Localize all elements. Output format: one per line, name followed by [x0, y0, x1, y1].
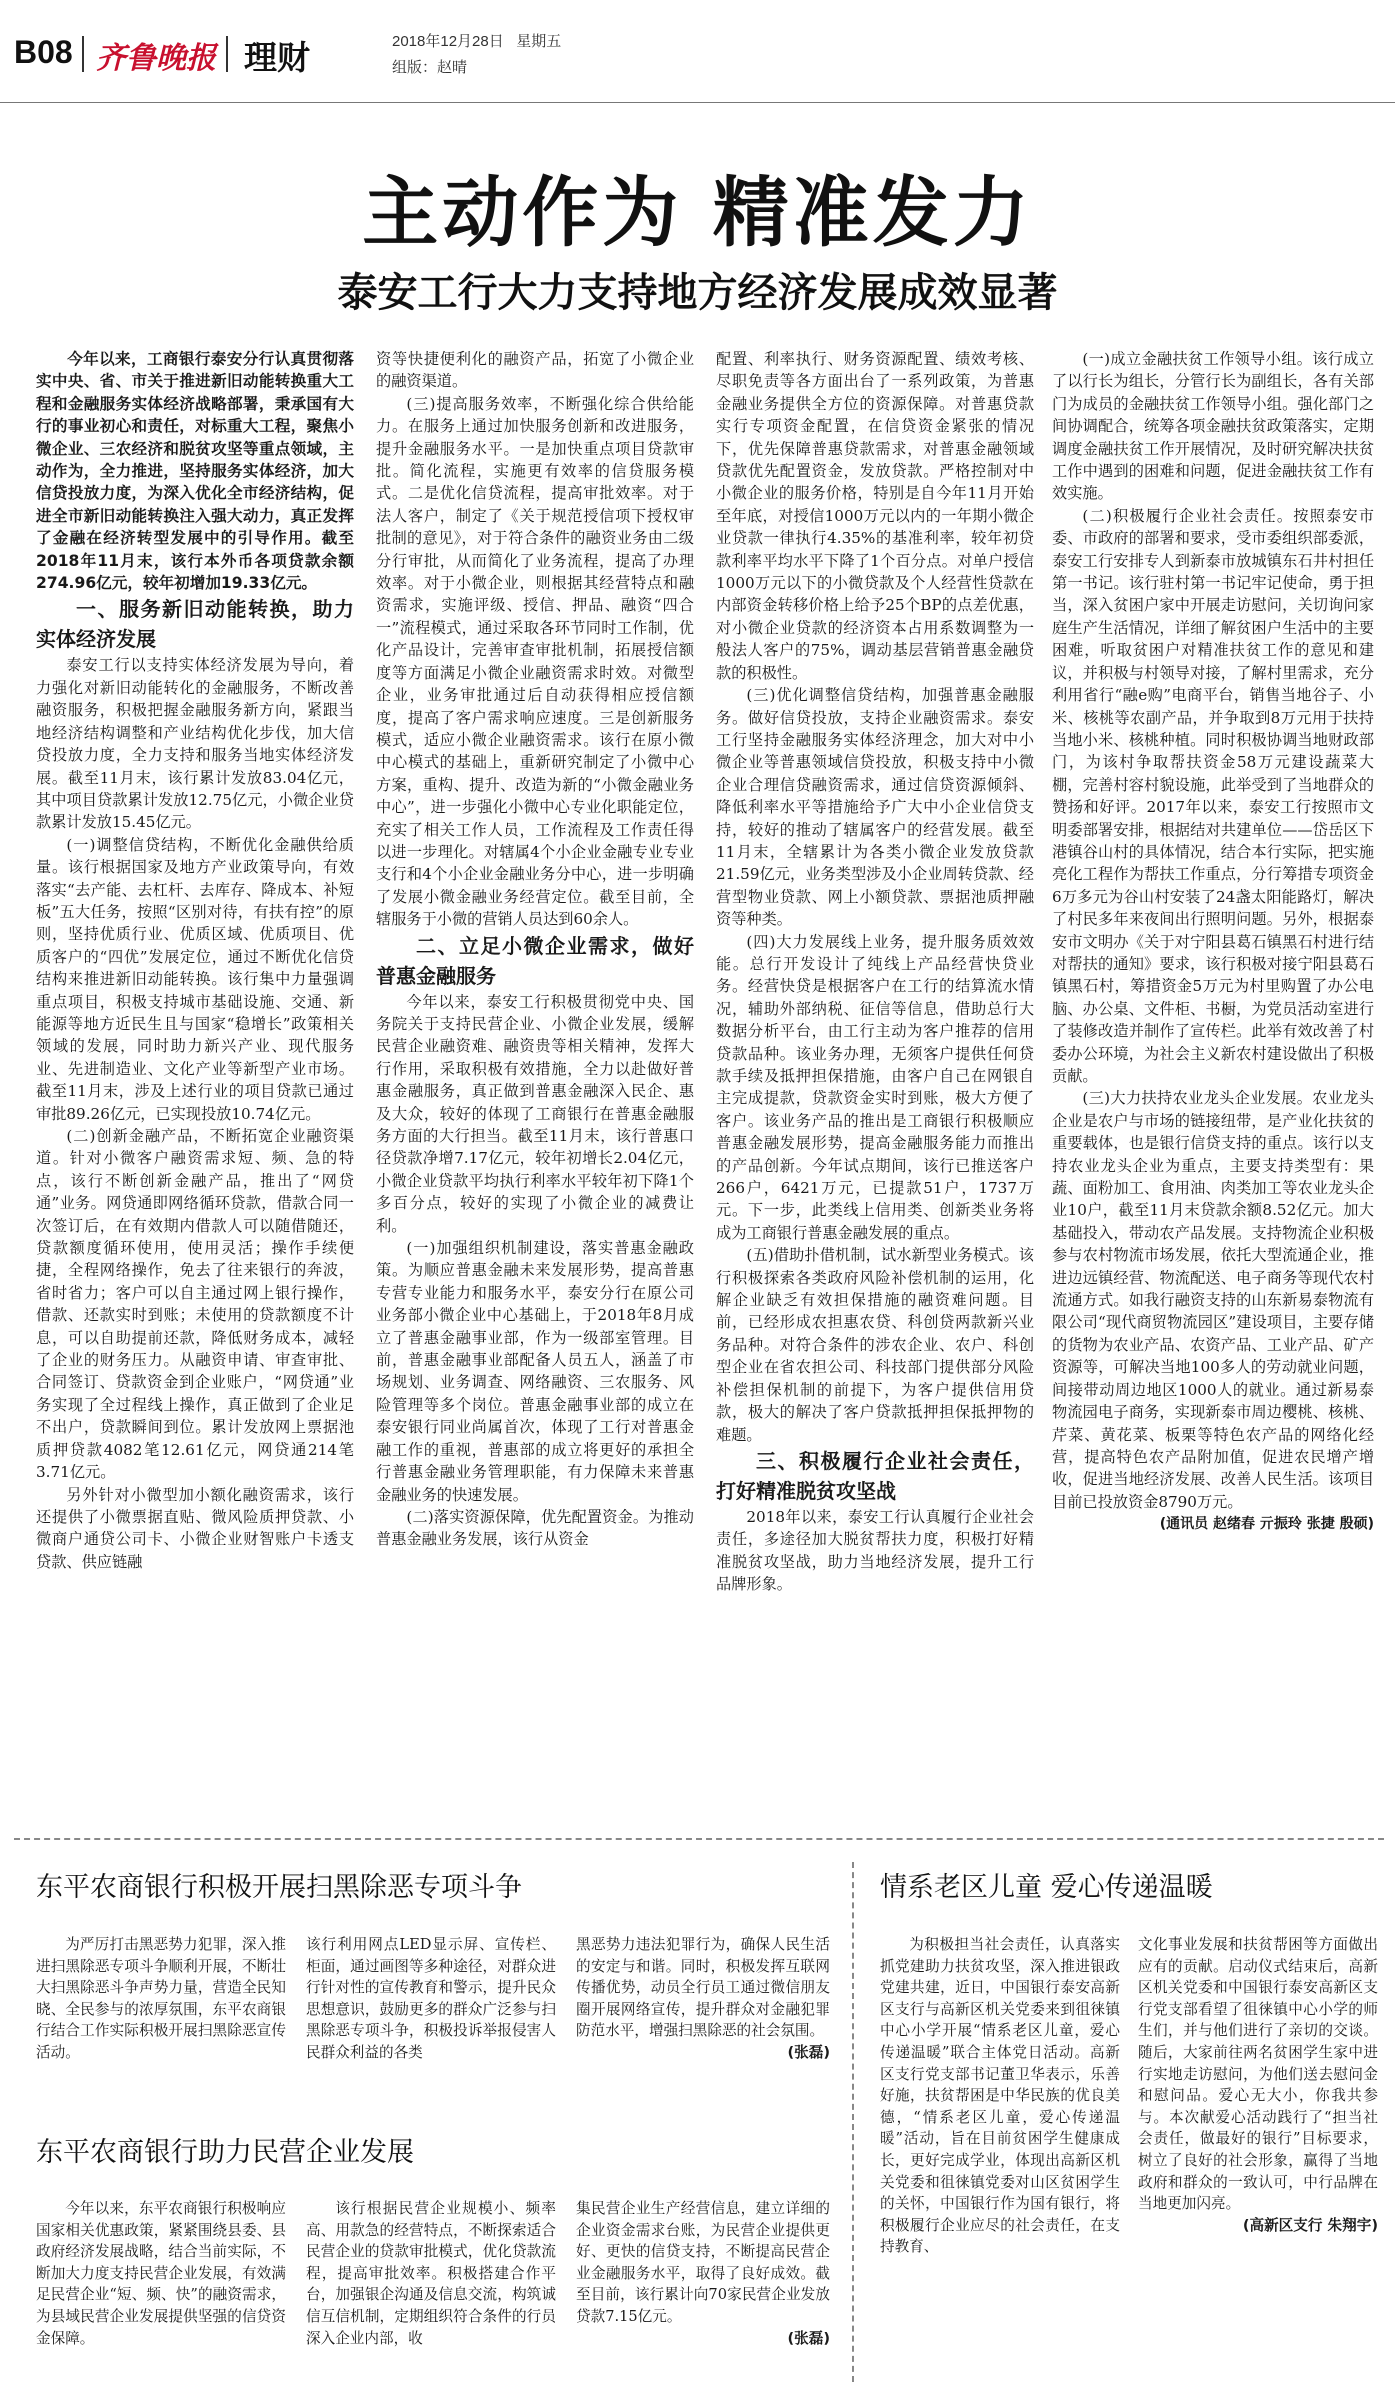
issue-date: 2018年12月28日	[392, 33, 504, 50]
article-paragraph: 文化事业发展和扶贫帮困等方面做出应有的贡献。启动仪式结束后，高新区机关党委和中国银行泰安高新区支行党支部看望了徂徕镇中心小学的师生们，并与他们进行了亲切的交谈。随后，大家前往两名贫困学生家中进行实地走访慰问，为他们送去慰问金和慰问品。爱心无大小，你我共参与。本次献爱心活动践行了“担当社会责任，做最好的银行”目标要求，树立了良好的社会形象，赢得了当地政府和群众的一致认可，中行品牌在当地更加闪亮。	[1138, 1936, 1378, 2213]
main-headline: 主动作为 精准发力	[362, 168, 1033, 257]
article-column-1	[36, 348, 354, 1768]
section-divider	[14, 1838, 1384, 1840]
article-paragraph: 另外针对小微型加小额化融资需求，该行还提供了小微票据直贴、微风险质押贷款、小微商户通贷公司卡、小微企业财智账户卡透支贷款、供应链融	[36, 1485, 354, 1571]
article-paragraph: 2018年以来，泰安工行认真履行企业社会责任，多途径加大脱贫帮扶力度，积极打好精准脱贫攻坚战，助力当地经济发展，提升工行品牌形象。	[716, 1507, 1034, 1594]
main-subheadline: 泰安工行大力支持地方经济发展成效显著	[337, 270, 1058, 316]
article-paragraph: (二)落实资源保障，优先配置资金。为推动普惠金融业务发展，该行从资金	[376, 1507, 694, 1549]
article-4-headline: 情系老区儿童 爱心传递温暖	[880, 1872, 1213, 1903]
article-4-column-2	[1138, 1934, 1378, 2390]
column-divider	[852, 1862, 854, 2382]
article-paragraph: 今年以来，东平农商银行积极响应国家相关优惠政策，紧紧围绕县委、县政府经济发展战略，结合当前实际，不断加大力度支持民营企业发展，有效满足民营企业“短、频、快”的融资需求，为县域民营企业发展提供坚强的信贷资金保障。	[36, 2200, 286, 2347]
article-paragraph: (五)借助扑借机制，试水新型业务模式。该行积极探索各类政府风险补偿机制的运用，化解企业缺乏有效担保措施的融资难问题。目前，已经形成农担惠农贷、科创贷两款新兴业务品种。对符合条件的涉农企业、农户、科创型企业在省农担公司、科技部门提供部分风险补偿担保机制的前提下，为客户提供信用贷款，极大的解决了客户贷款抵押担保抵押物的难题。	[716, 1246, 1034, 1444]
article-column-3	[716, 348, 1034, 1768]
article-column-4	[1052, 348, 1374, 1768]
article-paragraph: 集民营企业生产经营信息，建立详细的企业资金需求台账，为民营企业提供更好、更快的信贷支持，不断提高民营企业金融服务水平，取得了良好成效。截至目前，该行累计向70家民营企业发放贷款7.15亿元。	[576, 2200, 830, 2325]
article-3-column-1	[36, 2198, 286, 2390]
article-2-column-2	[306, 1934, 556, 2124]
header-divider	[82, 36, 84, 72]
article-paragraph: (一)成立金融扶贫工作领导小组。该行成立了以行长为组长，分管行长为副组长，各有关部门为成员的金融扶贫工作领导小组。强化部门之间协调配合，统筹各项金融扶贫政策落实，定期调度金融扶贫工作开展情况，及时研究解决扶贫工作中遇到的困难和问题，促进金融扶贫工作有效实施。	[1052, 350, 1374, 503]
article-paragraph: 该行根据民营企业规模小、频率高、用款急的经营特点，不断探索适合民营企业的贷款审批模式，优化贷款流程，提高审批效率。积极搭建合作平台，加强银企沟通及信息交流，构筑诚信互信机制，定期组织符合条件的行员深入企业内部，收	[306, 2200, 556, 2347]
article-paragraph: (二)创新金融产品，不断拓宽企业融资渠道。针对小微客户融资需求短、频、急的特点，该行不断创新金融产品，推出了“网贷通”业务。网贷通即网络循环贷款，借款合同一次签订后，在有效期内借款人可以随借随还，贷款额度循环使用，使用灵活；操作手续便捷，全程网络操作，免去了往来银行的奔波，省时省力；客户可以自主通过网上银行操作，借款、还款实时到账；未使用的贷款额度不计息，可以自助提前还款，降低财务成本，减轻了企业的财务压力。从融资申请、审查审批、合同签订、贷款资金到企业账户，“网贷通”业务实现了全过程线上操作，真正做到了企业足不出户，贷款瞬间到位。累计发放网上票据池质押贷款4082笔12.61亿元，网贷通214笔3.71亿元。	[36, 1127, 354, 1482]
page-number: B08	[14, 34, 73, 70]
article-paragraph: (二)积极履行企业社会责任。按照泰安市委、市政府的部署和要求，受市委组织部委派，泰安工行安排专人到新泰市放城镇东石井村担任第一书记。该行驻村第一书记牢记使命，勇于担当，深入贫困户家中开展走访慰问，关切询问家庭生产生活情况，详细了解贫困户生活中的主要困难，听取贫困户对精准扶贫工作的意见和建议，并积极与村领导对接，了解村里需求，充分利用省行“融e购”电商平台，销售当地谷子、小米、核桃等农副产品，并争取到8万元用于扶持当地小米、核桃种植。同时积极协调当地财政部门，为该村争取帮扶资金58万元建设蔬菜大棚，完善村容村貌设施，此举受到了当地群众的赞扬和好评。2017年以来，泰安工行按照市文明委部署安排，根据结对共建单位——岱岳区下港镇谷山村的具体情况，结合本行实际，把实施亮化工程作为帮扶工作重点，分行筹措专项资金6万多元为谷山村安装了24盏太阳能路灯，解决了村民多年来夜间出行照明问题。另外，根据泰安市文明办《关于对宁阳县葛石镇黑石村进行结对帮扶的通知》要求，该行积极对接宁阳县葛石镇黑石村，筹措资金5万元为村里购置了办公电脑、办公桌、文件柜、书橱，为党员活动室进行了装修改造并制作了宣传栏。此举有效改善了村委办公环境，为社会主义新农村建设做出了积极贡献。	[1052, 506, 1374, 1085]
header-rule	[0, 102, 1395, 103]
article-paragraph: 泰安工行以支持实体经济发展为导向，着力强化对新旧动能转化的金融服务，不断改善融资服务，积极把握金融服务新方向，紧跟当地经济结构调整和产业结构优化步伐，加大信贷投放力度，全力支持和服务当地实体经济发展。截至11月末，该行累计发放83.04亿元，其中项目贷款累计发放12.75亿元，小微企业贷款累计发放15.45亿元。	[36, 656, 354, 832]
article-author: (张磊)	[787, 2329, 830, 2347]
masthead-logo: 齐鲁晚报	[96, 41, 216, 76]
article-author: (高新区支行 朱翔宇)	[1242, 2216, 1378, 2234]
article-paragraph: 配置、利率执行、财务资源配置、绩效考核、尽职免责等各方面出台了一系列政策，为普惠金融业务提供全方位的资源保障。对普惠贷款实行专项资金配置，在信贷资金紧张的情况下，优先保障普惠贷款需求，对普惠金融领域贷款优先配置资金，发放贷款。严格控制对中小微企业的服务价格，特别是自今年11月开始至年底，对授信1000万元以内的一年期小微企业贷款一律执行4.35%的基准利率，较年初贷款利率平均水平下降了1个百分点。对单户授信1000万元以下的小微贷款及个人经营性贷款在内部资金转移价格上给予25个BP的点差优惠，对小微企业贷款的经济资本占用系数调整为一般法人客户的75%，调动基层营销普惠金融贷款的积极性。	[716, 350, 1034, 682]
article-paragraph: (三)大力扶持农业龙头企业发展。农业龙头企业是农户与市场的链接纽带，是产业化扶贫的重要载体，也是银行信贷支持的重点。该行以支持农业龙头企业为重点，主要支持类型有：果蔬、面粉加工、食用油、肉类加工等农业龙头企业10户，截至11月末贷款余额8.52亿元。加大基础投入，带动农产品发展。支持物流企业积极参与农村物流市场发展，依托大型流通企业，推进边远镇经营、物流配送、电子商务等现代农村流通方式。如我行融资支持的山东新易泰物流有限公司“现代商贸物流园区”建设项目，主要存储的货物为农业产品、农资产品、工业产品、矿产资源等，可解决当地100多人的劳动就业问题，间接带动周边地区1000人的就业。通过新易泰物流园电子商务，实现新泰市周边樱桃、核桃、芹菜、黄花菜、板栗等特色农产品的网络化经营，提高特色农产品附加值，促进农民增产增收，促进当地经济发展、改善人民生活。该项目目前已投放资金8790万元。	[1052, 1089, 1374, 1511]
article-paragraph: 今年以来，泰安工行积极贯彻党中央、国务院关于支持民营企业、小微企业发展，缓解民营企业融资难、融资贵等相关精神，发挥大行作用，采取积极有效措施，全力以赴做好普惠金融服务，真正做到普惠金融深入民企、惠及大众，较好的体现了工商银行在普惠金融服务方面的大行担当。截至11月末，该行普惠口径贷款净增7.17亿元，较年初增长2.04亿元，小微企业贷款平均执行利率水平较年初下降1个多百分点，较好的实现了小微企业的减费让利。	[376, 992, 694, 1235]
article-paragraph: (一)加强组织机制建设，落实普惠金融政策。为顺应普惠金融未来发展形势，提高普惠专营专业能力和服务水平，泰安分行在原公司业务部小微企业中心基础上，于2018年8月成立了普惠金融事业部，作为一级部室管理。目前，普惠金融事业部配备人员五人，涵盖了市场规划、业务调查、网络融资、三农服务、风险管理等多个岗位。普惠金融事业部的成立在泰安银行同业尚属首次，体现了工行对普惠金融工作的重视，普惠部的成立将更好的承担全行普惠金融业务管理职能，有力保障未来普惠金融业务的快速发展。	[376, 1239, 694, 1504]
article-2-headline: 东平农商银行积极开展扫黑除恶专项斗争	[36, 1872, 522, 1903]
article-paragraph: (一)调整信贷结构，不断优化金融供给质量。该行根据国家及地方产业政策导向，有效落实“去产能、去杠杆、去库存、降成本、补短板”五大任务，按照“区别对待，有扶有控”的原则，坚持优质行业、优质区域、优质项目、优质客户的“四优”发展定位，通过不断优化信贷结构来推进新旧动能转换。该行集中力量强调重点项目，积极支持城市基础设施、交通、新能源等地方近民生且与国家“稳增长”政策相关领域的发展，同时助力新兴产业、现代服务业、先进制造业、文化产业等新型产业市场。截至11月末，涉及上述行业的项目贷款已通过审批89.26亿元，已实现投放10.74亿元。	[36, 835, 354, 1123]
article-3-headline: 东平农商银行助力民营企业发展	[36, 2137, 414, 2168]
article-2-column-1	[36, 1934, 286, 2124]
section-name: 理财	[244, 38, 310, 77]
article-column-2	[376, 348, 694, 1768]
article-paragraph: 该行利用网点LED显示屏、宣传栏、柜面，通过画图等多种途径，对群众进行针对性的宣传教育和警示，提升民众思想意识，鼓励更多的群众广泛参与扫黑除恶专项斗争，积极投诉举报侵害人民群众利益的各类	[306, 1936, 556, 2061]
article-paragraph: 为严厉打击黑恶势力犯罪，深入推进扫黑除恶专项斗争顺利开展，不断壮大扫黑除恶斗争声势力量，营造全民知晓、全民参与的浓厚氛围，东平农商银行结合工作实际积极开展扫黑除恶宣传活动。	[36, 1936, 286, 2061]
article-paragraph: (三)优化调整信贷结构，加强普惠金融服务。做好信贷投放，支持企业融资需求。泰安工行坚持金融服务实体经济理念，加大对中小微企业等普惠领域信贷投放，积极支持中小微企业合理信贷融资需求，通过信贷资源倾斜、降低利率水平等措施给予广大中小企业信贷支持，较好的推动了辖属客户的经营发展。截至11月末，全辖累计为各类小微企业发放贷款21.59亿元，业务类型涉及小企业周转贷款、经营型物业贷款、网上小额贷款、票据池质押融资等种类。	[716, 686, 1034, 929]
issue-date-line	[392, 30, 561, 51]
section-heading-3: 三、积极履行企业社会责任，打好精准脱贫攻坚战	[716, 1448, 1034, 1503]
article-author: (张磊)	[787, 2043, 830, 2061]
article-3-column-3	[576, 2198, 830, 2390]
section-heading-1: 一、服务新旧动能转换，助力实体经济发展	[36, 597, 354, 652]
article-byline: (通讯员 赵绪春 亓振玲 张捷 殷硕)	[1159, 1516, 1374, 1533]
article-paragraph: 黑恶势力违法犯罪行为，确保人民生活的安定与和谐。同时，积极发挥互联网传播优势，动员全行员工通过微信朋友圈开展网络宣传，提升群众对金融犯罪防范水平，增强扫黑除恶的社会氛围。	[576, 1936, 830, 2040]
editor-credit: 组版：赵晴	[392, 59, 468, 76]
article-paragraph: 资等快捷便利化的融资产品，拓宽了小微企业的融资渠道。	[376, 350, 694, 391]
article-paragraph: (四)大力发展线上业务，提升服务质效效能。总行开发设计了纯线上产品经营快贷业务。经营快贷是根据客户在工行的结算流水情况，辅助外部纳税、征信等信息，借助总行大数据分析平台，由工行主动为客户推荐的信用贷款品种。该业务办理，无须客户提供任何贷款手续及抵押担保措施，由客户自己在网银自主完成提款，贷款资金实时到账，极大方便了客户。该业务产品的推出是工商银行积极顺应普惠金融发展形势，提高金融服务能力而推出的产品创新。今年试点期间，该行已推送客户266户，6421万元，已提款51户，1737万元。下一步，此类线上信用类、创新类业务将成为工商银行普惠金融发展的重点。	[716, 932, 1034, 1242]
article-paragraph: (三)提高服务效率，不断强化综合供给能力。在服务上通过加快服务创新和改进服务，提升金融服务水平。一是加快重点项目贷款审批。简化流程，实施更有效率的信贷服务模式。二是优化信贷流程，提高审批效率。对于法人客户，制定了《关于规范授信项下授权审批制的意见》，对于符合条件的融资业务由二级分行审批，从而简化了业务流程，提高了办理效率。对于小微企业，则根据其经营特点和融资需求，实施评级、授信、押品、融资“四合一”流程模式，通过采取各环节同时工作制，优化产品设计，完善审查审批机制，拓展授信额度等方面满足小微企业融资需求时效。对微型企业，业务审批通过后自动获得相应授信额度，提高了客户需求响应速度。三是创新服务模式，适应小微企业融资需求。该行在原小微中心模式的基础上，重新研究制定了小微中心方案，重构、提升、改造为新的“小微金融业务中心”，进一步强化小微中心专业化职能定位，充实了相关工作人员，工作流程及工作责任得以进一步理化。对辖属4个小企业金融专业专业支行和4个小企业金融业务分中心，进一步明确了发展小微金融业务经营定位。截至目前，全辖服务于小微的营销人员达到60余人。	[376, 394, 694, 929]
article-2-column-3	[576, 1934, 830, 2124]
article-3-column-2	[306, 2198, 556, 2390]
issue-weekday: 星期五	[516, 33, 562, 50]
section-heading-2: 二、立足小微企业需求，做好普惠金融服务	[376, 933, 694, 988]
article-lead: 今年以来，工商银行泰安分行认真贯彻落实中央、省、市关于推进新旧动能转换重大工程和金融服务实体经济战略部署，秉承国有大行的事业初心和责任，对标重大工程，聚焦小微企业、三农经济和脱贫攻坚等重点领域，主动作为，全力推进，坚持服务实体经济，加大信贷投放力度，为深入优化全市经济结构，促进全市新旧动能转换注入强大动力，真正发挥了金融在经济转型发展中的引导作用。截至2018年11月末，该行本外币各项贷款余额274.96亿元，较年初增加19.33亿元。	[36, 350, 354, 593]
article-paragraph: 为积极担当社会责任，认真落实抓党建助力扶贫攻坚，深入推进银政党建共建，近日，中国银行泰安高新区支行与高新区机关党委来到徂徕镇中心小学开展“情系老区儿童，爱心传递温暖”联合主体党日活动。高新区支行党支部书记董卫华表示，乐善好施，扶贫帮困是中华民族的优良美德，“情系老区儿童，爱心传递温暖”活动，旨在目前贫困学生健康成长，更好完成学业，体现出高新区机关党委和徂徕镇党委对山区贫困学生的关怀，中国银行作为国有银行，将积极履行企业应尽的社会责任，在支持教育、	[880, 1936, 1120, 2256]
header-divider	[226, 36, 228, 72]
article-4-column-1	[880, 1934, 1120, 2390]
